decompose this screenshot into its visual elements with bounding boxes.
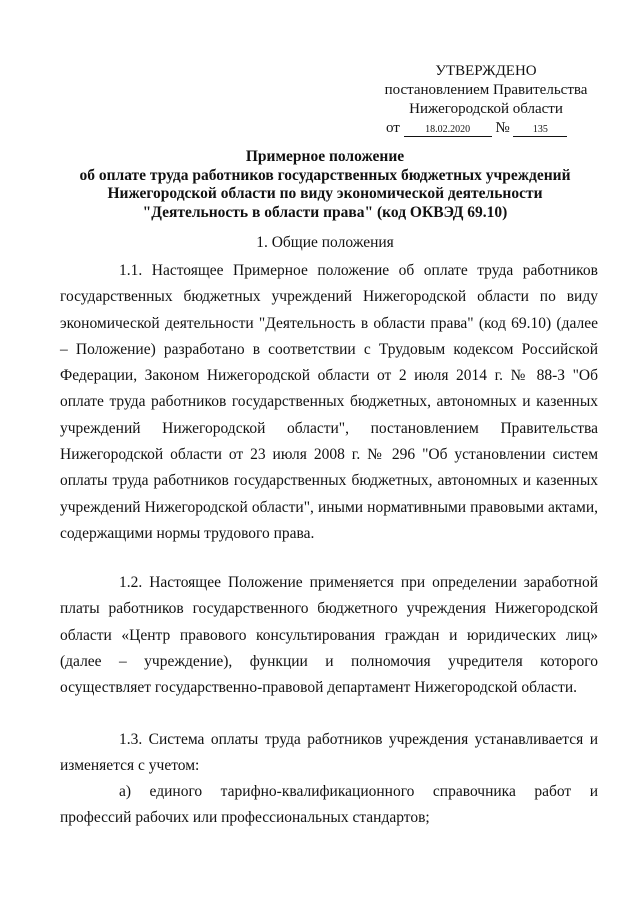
approval-title: УТВЕРЖДЕНО xyxy=(435,63,537,79)
approval-stamp xyxy=(376,62,596,138)
title-line-4: "Деятельность в области права" (код ОКВЭД 69.10) xyxy=(142,203,508,221)
title-line-3: Нижегородской области по виду экономической деятельности xyxy=(107,185,543,202)
title-line-1: Примерное положение xyxy=(245,148,405,165)
paragraph-1-2: 1.2. Настоящее Положение применяется при определении заработной платы работников государственного бюджетного учреждения Нижегородской области «Центр правового консультирования граждан и юридических лиц» (далее – учреждение), функции и полномочия учредителя которого осуществляет государственно-правовой департамент Нижегородской области. xyxy=(60,574,598,697)
title-line-2: об оплате труда работников государственных бюджетных учреждений xyxy=(79,166,571,184)
approval-date: 18.02.2020 xyxy=(404,124,492,137)
approval-number: 135 xyxy=(513,124,567,137)
approval-date-line xyxy=(376,119,596,138)
approval-by: постановлением Правительства xyxy=(384,82,588,98)
paragraph-1-3: 1.3. Система оплаты труда работников учреждения устанавливается и изменяется с учетом: xyxy=(60,731,598,775)
paragraph-1-1: 1.1. Настоящее Примерное положение об оплате труда работников государственных бюджетных учреждений Нижегородской области по виду экономической деятельности "Деятельность в области права" (код 69.10) (далее – Положение) разработано в соответствии с Трудовым кодексом Российской Федерации, Законом Нижегородской области от 2 июля 2014 г. № 88-З "Об оплате труда работников государственных бюджетных, автономных и казенных учреждений Нижегородской области", постановлением Правительства Нижегородской области от 23 июля 2008 г. № 296 "Об установлении систем оплаты труда работников государственных бюджетных, автономных и казенных учреждений Нижегородской области", иными нормативными правовыми актами, содержащими нормы трудового права. xyxy=(60,262,598,542)
from-label: от xyxy=(386,120,400,136)
number-sign: № xyxy=(495,120,510,136)
document-title xyxy=(60,148,590,222)
section-heading: 1. Общие положения xyxy=(256,234,394,251)
paragraph-1-3-a: а) единого тарифно-квалификационного справочника работ и профессий рабочих или профессиональных стандартов; xyxy=(60,783,598,827)
approval-region: Нижегородской области xyxy=(409,101,563,117)
